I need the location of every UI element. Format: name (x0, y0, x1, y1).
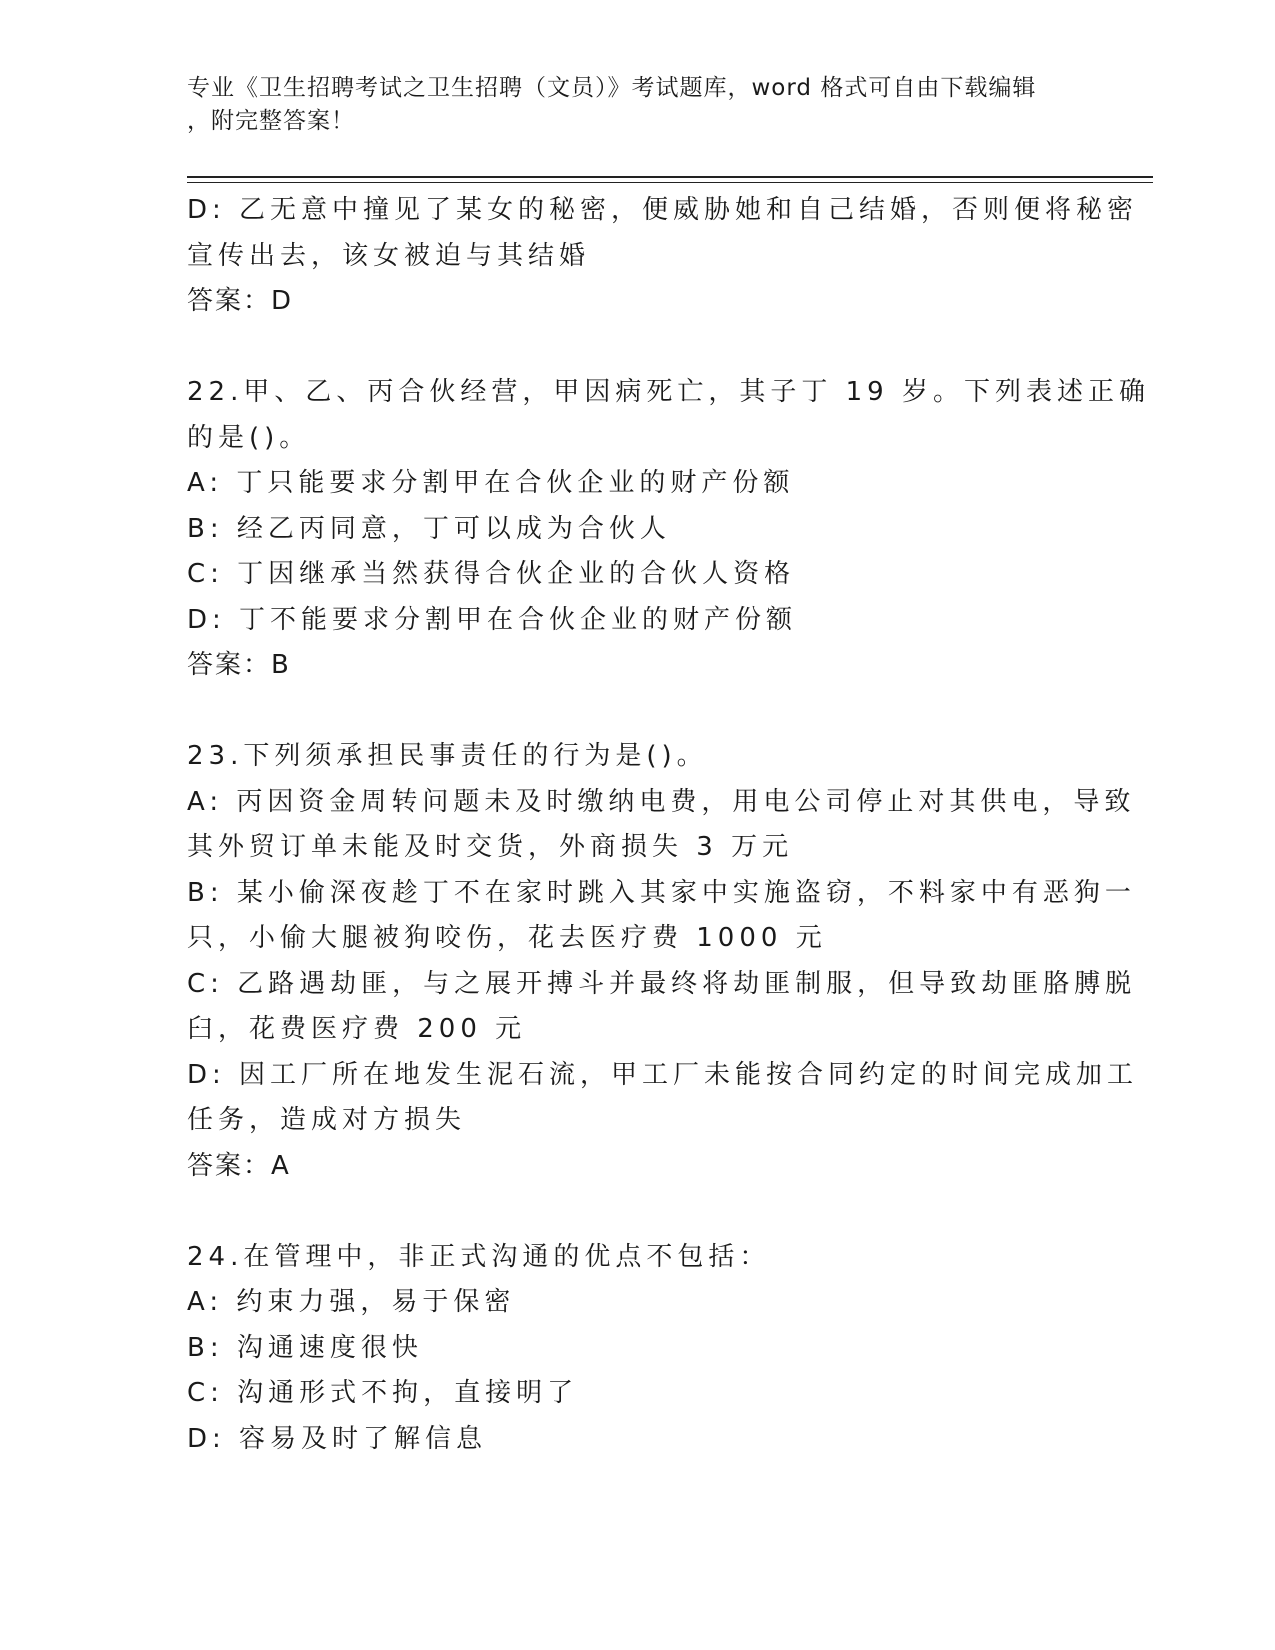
header-title-line2: ，附完整答案！ (187, 108, 355, 134)
answer: 答案：D (187, 286, 294, 316)
question-stem-cont: 的是()。 (187, 422, 311, 453)
option-a: A: 丙因资金周转问题未及时缴纳电费，用电公司停止对其供电，导致 (187, 786, 1136, 817)
header-divider-thick (187, 176, 1153, 178)
option-b-cont: 只，小偷大腿被狗咬伤，花去医疗费 1000 元 (187, 923, 827, 953)
option-d: D: 乙无意中撞见了某女的秘密，便威胁她和自己结婚，否则便将秘密 (187, 195, 1139, 225)
option-c-cont: 臼，花费医疗费 200 元 (187, 1014, 527, 1044)
option-d: D: 容易及时了解信息 (187, 1423, 488, 1454)
option-d: D: 丁不能要求分割甲在合伙企业的财产份额 (187, 604, 798, 635)
question-21-tail (187, 188, 1139, 325)
question-stem: 23.下列须承担民事责任的行为是()。 (187, 741, 708, 771)
option-c: C: 丁因继承当然获得合伙企业的合伙人资格 (187, 559, 796, 589)
answer: 答案：B (187, 650, 291, 680)
option-b: B: 经乙丙同意，丁可以成为合伙人 (187, 513, 671, 544)
option-c: C: 乙路遇劫匪，与之展开搏斗并最终将劫匪制服，但导致劫匪胳膊脱 (187, 968, 1137, 999)
option-a: A: 约束力强，易于保密 (187, 1287, 516, 1317)
spacer (187, 325, 1087, 371)
answer: 答案：A (187, 1150, 291, 1181)
spacer (187, 1189, 1087, 1235)
question-stem: 22.甲、乙、丙合伙经营，甲因病死亡，其子丁 19 岁。下列表述正确 (187, 377, 1150, 407)
option-a-cont: 其外贸订单未能及时交货，外商损失 3 万元 (187, 832, 794, 862)
page-header (187, 72, 1067, 138)
spacer (187, 689, 1087, 735)
header-title-line1: 专业《卫生招聘考试之卫生招聘（文员）》考试题库，word 格式可自由下载编辑 (187, 75, 1037, 101)
option-d-cont: 宣传出去，该女被迫与其结婚 (187, 240, 591, 271)
option-c: C: 沟通形式不拘，直接明了 (187, 1378, 579, 1408)
option-a: A: 丁只能要求分割甲在合伙企业的财产份额 (187, 468, 795, 498)
header-divider-thin (187, 182, 1153, 183)
option-d-cont: 任务，造成对方损失 (187, 1105, 467, 1135)
question-24 (187, 1235, 1087, 1463)
question-stem: 24.在管理中，非正式沟通的优点不包括： (187, 1241, 771, 1272)
option-b: B: 沟通速度很快 (187, 1332, 423, 1363)
question-23 (187, 734, 1139, 1189)
option-d: D: 因工厂所在地发生泥石流，甲工厂未能按合同约定的时间完成加工 (187, 1059, 1139, 1090)
question-list (187, 188, 1150, 1462)
question-22 (187, 370, 1150, 689)
option-b: B: 某小偷深夜趁丁不在家时跳入其家中实施盗窃，不料家中有恶狗一 (187, 877, 1136, 908)
